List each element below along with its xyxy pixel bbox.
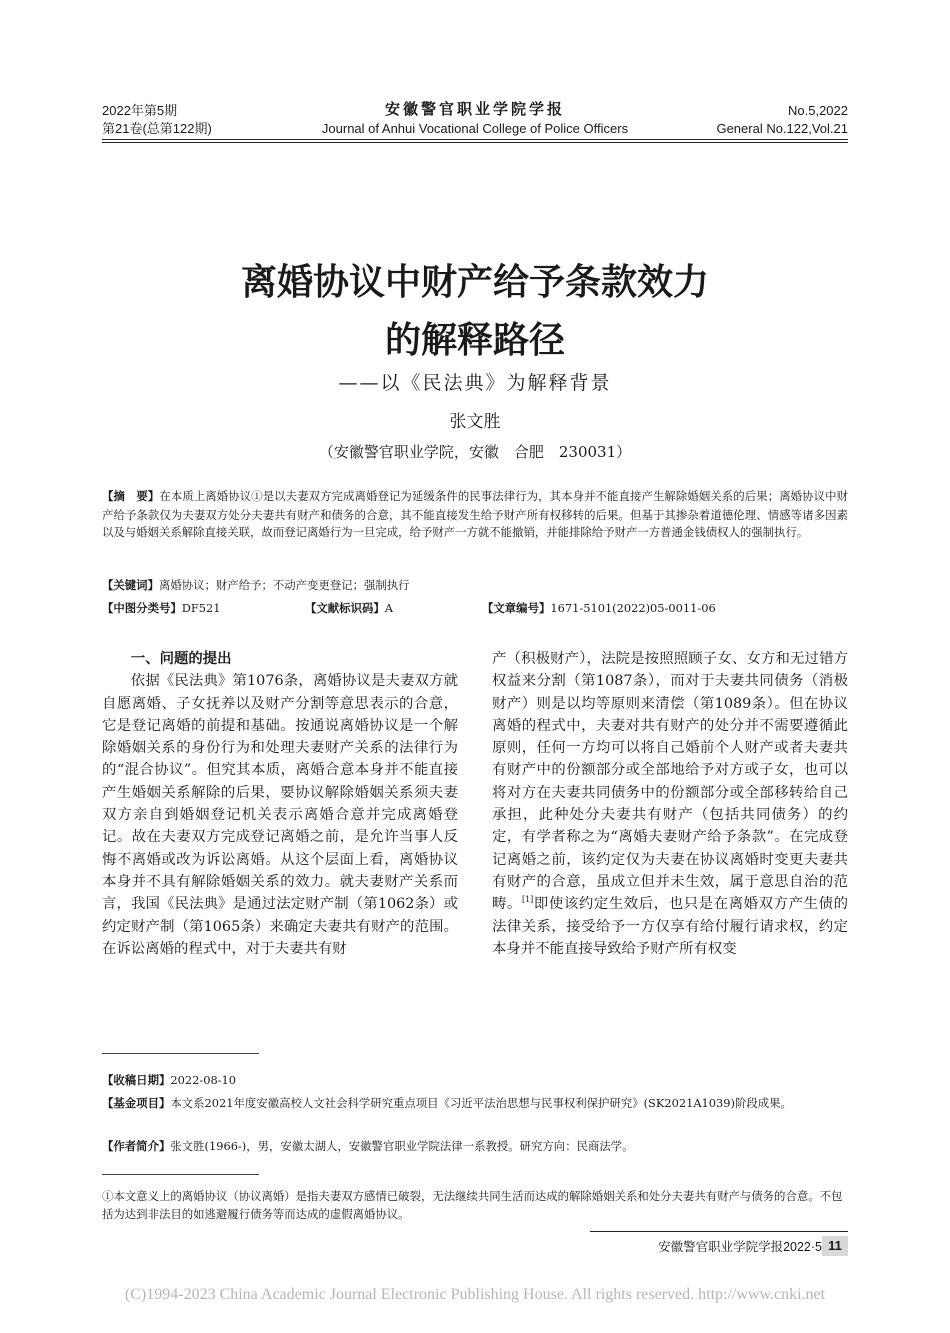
document-code [305, 600, 475, 619]
article-title-line1: 离婚协议中财产给予条款效力 [240, 261, 709, 303]
abstract-text: 在本质上离婚协议①是以夫妻双方完成离婚登记为延缓条件的民事法律行为，其本身并不能直接产生解除婚姻关系的后果；离婚协议中财产给予条款仅为夫妻双方处分夫妻共有财产和债务的合意，其不能直接发生给予财产所有权移转的后果。但基于其掺杂着道德伦理、情感等诸多因素以及与婚姻关系解除直接关联，故而登记离婚行为一旦完成，给予财产一方就不能撤销，并能排除给予财产一方普通金钱债权人的强制执行。 [102, 489, 848, 539]
article-title-line2: 的解释路径 [384, 319, 565, 361]
journal-name-en: Journal of Anhui Vocational College of Police Officers [321, 121, 629, 136]
fund-label: 【基金项目】 [102, 1098, 171, 1110]
keywords-label: 【关键词】 [102, 580, 159, 592]
body-column-left [102, 648, 458, 960]
issue-info-en [716, 102, 848, 138]
notes-rule [102, 1053, 259, 1054]
issue-volume: 第21卷(总第122期) [102, 121, 212, 136]
doc-code-label: 【文献标识码】 [305, 603, 385, 615]
footer-rule [590, 1231, 848, 1232]
article-no-value: 1671-5101(2022)05-0011-06 [550, 601, 716, 615]
author-affiliation: （安徽警官职业学院，安徽 合肥 230031） [318, 443, 632, 461]
issue-info [102, 102, 212, 138]
doc-code-value: A [384, 601, 393, 615]
clc-label: 【中图分类号】 [102, 603, 182, 615]
clc-value: DF521 [181, 601, 221, 615]
issue-number: No.5,2022 [788, 103, 848, 118]
author-bio-value: 张文胜(1966-)，男，安徽太湖人，安徽警官职业学院法律一系教授。研究方向：民商法学。 [170, 1139, 634, 1153]
footnote: ①本文意义上的离婚协议（协议离婚）是指夫妻双方感情已破裂，无法继续共同生活而达成的解除婚姻关系和处分夫妻共有财产与债务的合意。不包括为达到非法目的如逃避履行债务等而达成的虚假离婚协议。 [102, 1189, 843, 1221]
fund-project [102, 1094, 848, 1113]
fund-value: 本文系2021年度安徽高校人文社会科学研究重点项目《习近平法治思想与民事权利保护研究》(SK2021A1039)阶段成果。 [170, 1096, 792, 1110]
paragraph: 依据《民法典》第1076条，离婚协议是夫妻双方就自愿离婚、子女抚养以及财产分割等意思表示的合意，它是登记离婚的前提和基础。按通说离婚协议是一个解除婚姻关系的身份行为和处理夫妻财产关系的法律行为的“混合协议”。但究其本质，离婚合意本身并不能直接产生婚姻关系解除的后果，要协议解除婚姻关系须夫妻双方亲自到婚姻登记机关表示离婚合意并完成离婚登记。故在夫妻双方完成登记离婚之前，是允许当事人反悔不离婚或改为诉讼离婚。从这个层面上看，离婚协议本身并不具有解除婚姻关系的效力。就夫妻财产关系而言，我国《民法典》是通过法定财产制（第1062条）或约定财产制（第1065条）来确定夫妻共有财产的范围。在诉讼离婚的程式中，对于夫妻共有财 [102, 673, 458, 957]
keywords [102, 577, 848, 596]
article-number [482, 600, 848, 619]
general-number: General No.122,Vol.21 [716, 121, 848, 136]
author-bio-label: 【作者简介】 [102, 1141, 171, 1153]
abstract [102, 488, 848, 542]
received-date [102, 1071, 848, 1090]
clc-number [102, 600, 302, 619]
section-heading: 一、问题的提出 [130, 651, 232, 667]
journal-name-cn: 安徽警官职业学院学报 [384, 101, 565, 118]
author-bio [102, 1137, 848, 1156]
received-value: 2022-08-10 [170, 1073, 237, 1087]
article-subtitle: ——以《民法典》为解释背景 [338, 372, 612, 394]
paragraph-text-cont: 即使该约定生效后，也只是在离婚双方产生债的法律关系，接受给予一方仅享有给付履行请求权，约定本身并不能直接导致给予财产所有权变 [492, 896, 848, 957]
keywords-text: 离婚协议；财产给予；不动产变更登记；强制执行 [158, 578, 410, 592]
header-rule [102, 139, 848, 140]
footer-journal-issue: 安徽警官职业学院学报2022·5 [658, 1240, 822, 1254]
journal-name [250, 100, 700, 138]
article-no-label: 【文章编号】 [482, 603, 551, 615]
citation-marker: [1] [521, 895, 534, 905]
body-column-right [492, 648, 848, 960]
received-label: 【收稿日期】 [102, 1075, 171, 1087]
footnote-rule [102, 1174, 259, 1175]
author-name: 张文胜 [449, 412, 501, 432]
header-rule-thin [102, 142, 848, 143]
abstract-label: 【摘 要】 [102, 491, 160, 503]
issue-year: 2022年第5期 [102, 103, 178, 118]
page-number: 11 [822, 1236, 848, 1256]
paragraph-continued [492, 648, 848, 960]
copyright-watermark: (C)1994-2023 China Academic Journal Electronic Publishing House. All rights reserved. http://www.cnki.net [124, 1286, 826, 1303]
paragraph-text: 产（积极财产），法院是按照照顾子女、女方和无过错方权益来分割（第1087条），而对于夫妻共同债务（消极财产）则是以均等原则来清偿（第1089条）。但在协议离婚的程式中，夫妻对共有财产的处分并不需要遵循此原则，任何一方均可以将自己婚前个人财产或者夫妻共有财产中的份额部分或全部地给予对方或子女，也可以将对方在夫妻共同债务中的份额部分或全部移转给自己承担，此种处分夫妻共有财产（包括共同债务）的约定，有学者称之为“离婚夫妻财产给予条款”。在完成登记离婚之前，该约定仅为夫妻在协议离婚时变更夫妻共有财产的合意，虽成立但并未生效，属于意思自治的范畴。 [492, 651, 848, 913]
